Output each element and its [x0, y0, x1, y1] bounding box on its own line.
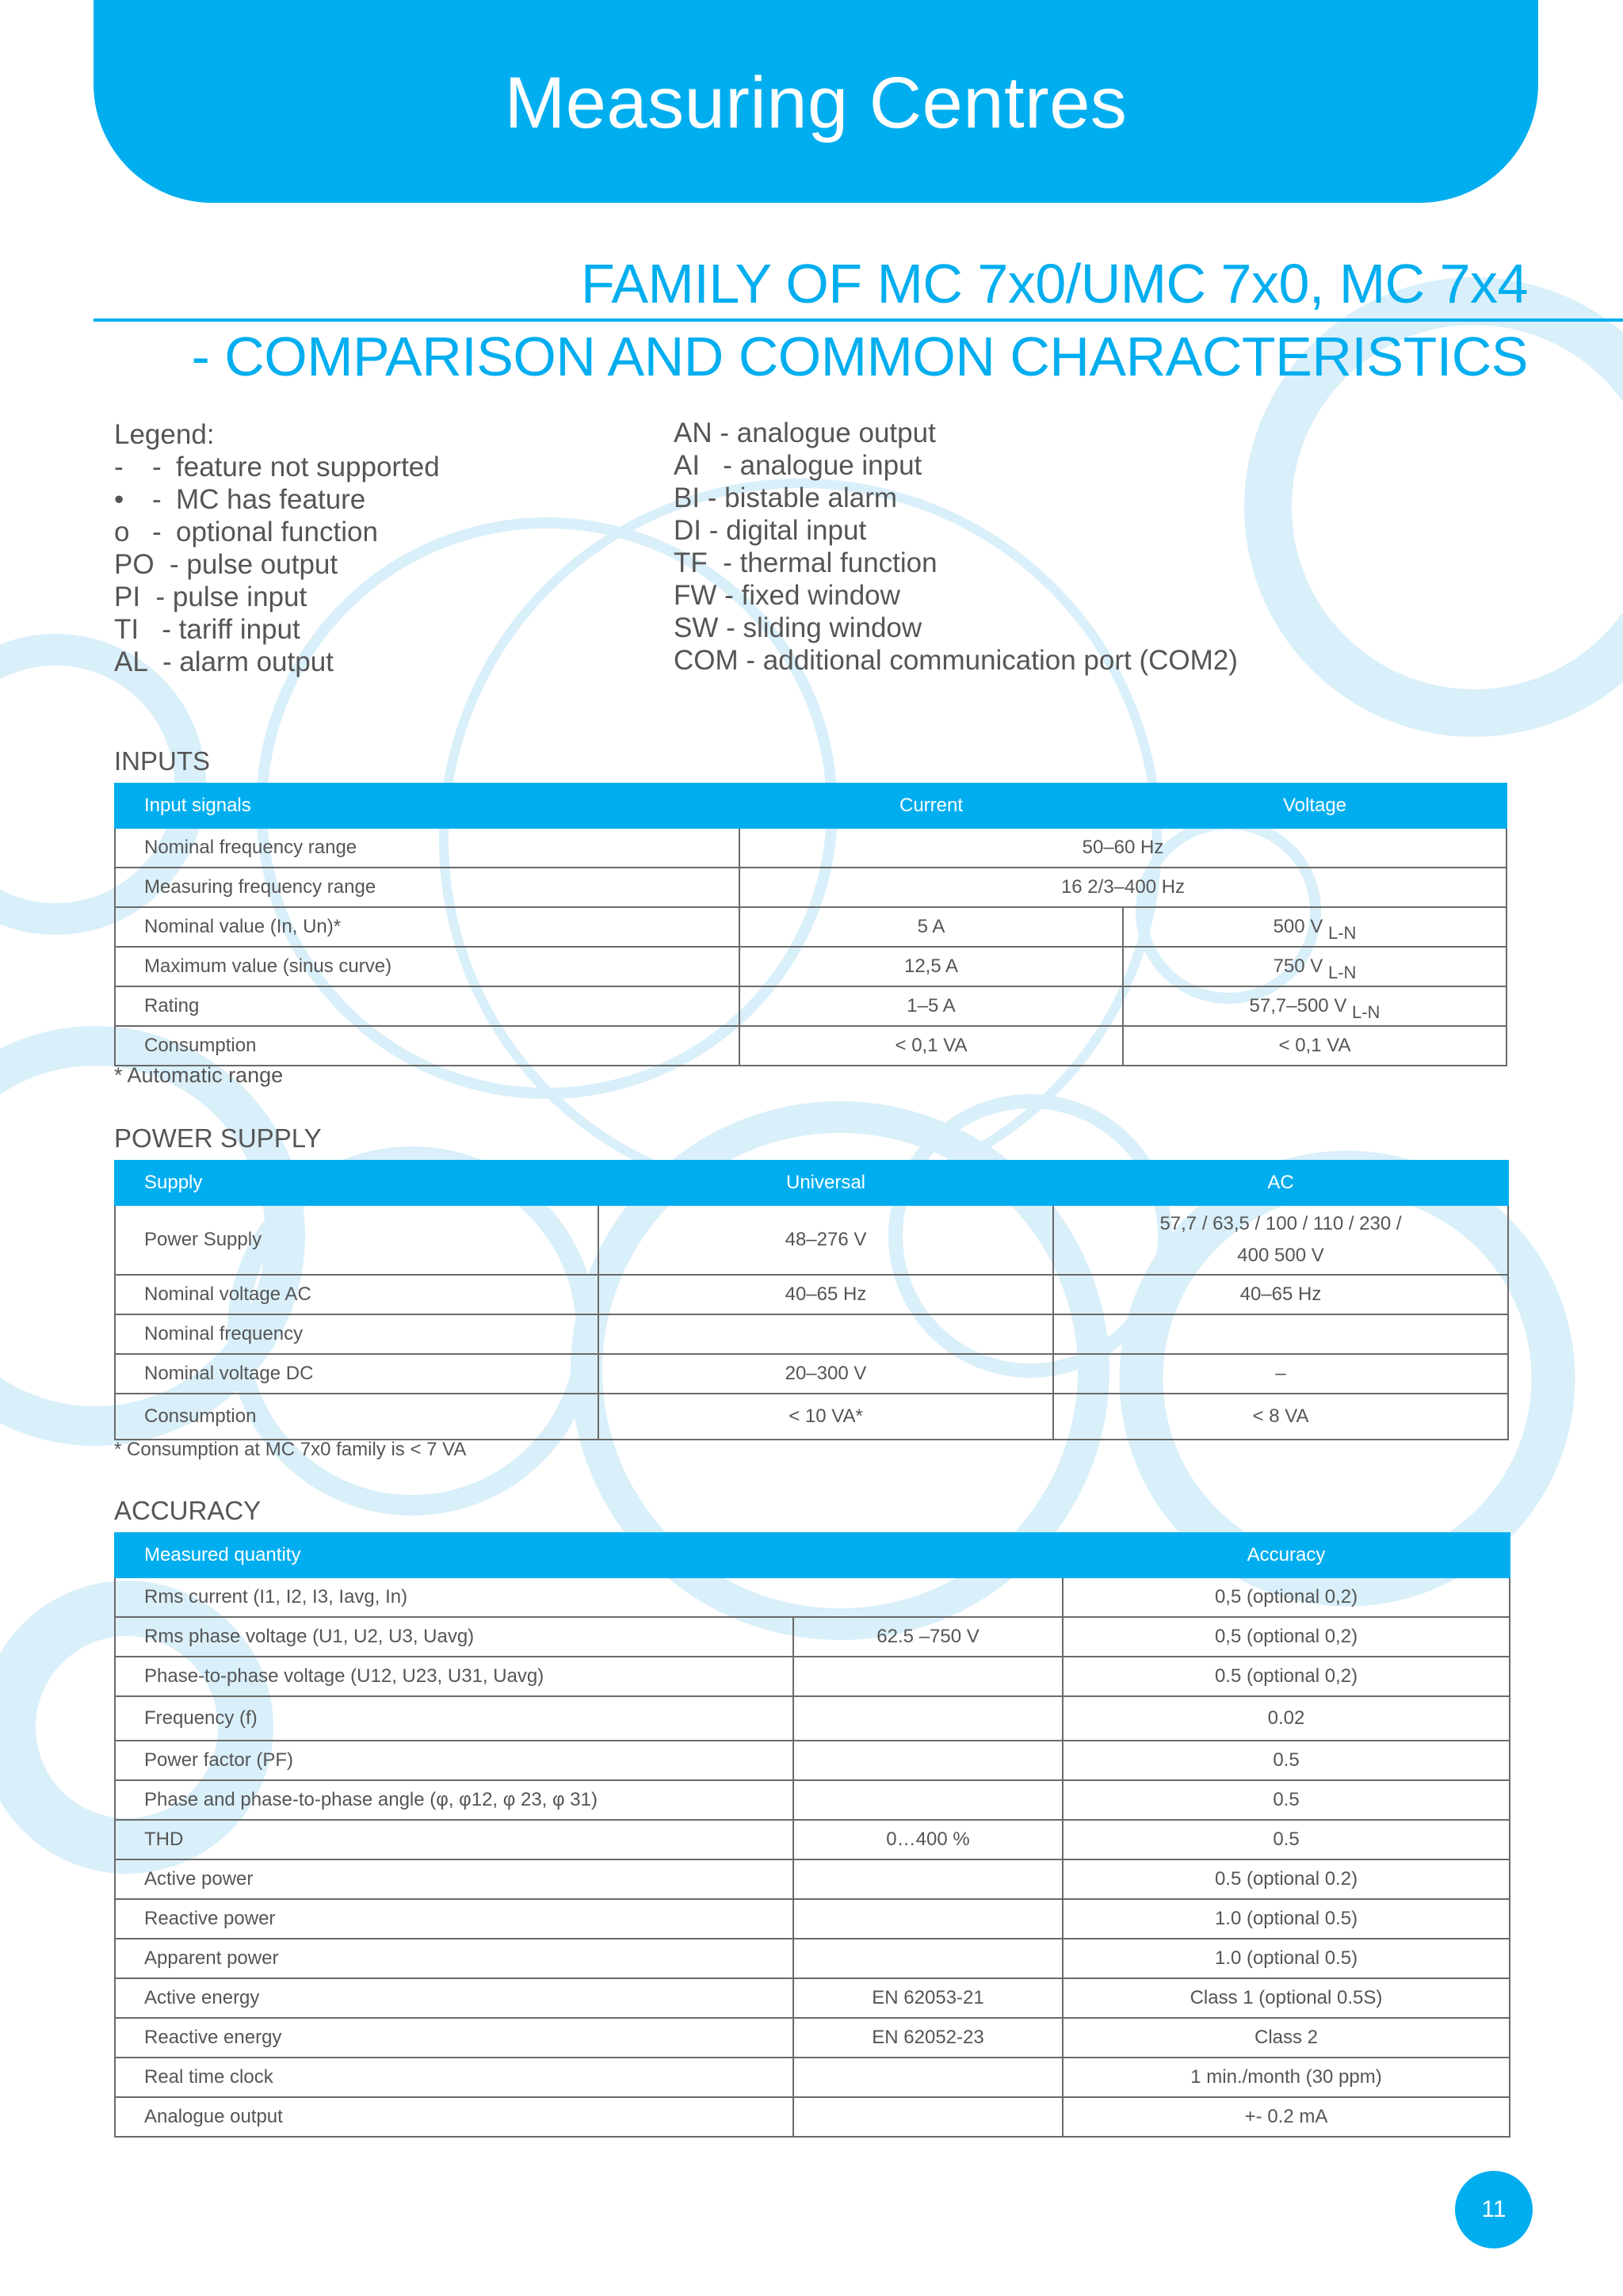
table-header-row — [115, 784, 1507, 828]
accuracy-value: 0,5 (optional 0,2) — [1063, 1577, 1510, 1617]
accuracy-value: Class 2 — [1063, 2018, 1510, 2058]
table-row — [115, 1617, 1510, 1657]
row-label: Nominal frequency range — [115, 828, 739, 868]
row-value: 16 2/3–400 Hz — [739, 868, 1507, 907]
table-row — [115, 1939, 1510, 1978]
accuracy-value: 0,5 (optional 0,2) — [1063, 1617, 1510, 1657]
universal-value: < 10 VA* — [598, 1394, 1053, 1440]
table-row — [115, 1205, 1508, 1275]
accuracy-value: +- 0.2 mA — [1063, 2097, 1510, 2137]
voltage-value: < 0,1 VA — [1123, 1026, 1507, 1066]
current-value: 12,5 A — [739, 947, 1123, 986]
row-label: Consumption — [115, 1026, 739, 1066]
page-number-badge: 11 — [1455, 2171, 1533, 2248]
ac-value: < 8 VA — [1053, 1394, 1508, 1440]
row-label: Apparent power — [115, 1939, 793, 1978]
table-row — [115, 828, 1507, 868]
range-value: EN 62053-21 — [793, 1978, 1063, 2018]
table-row — [115, 2097, 1510, 2137]
legend-abbr: TF - thermal function — [674, 547, 938, 578]
row-label: Maximum value (sinus curve) — [115, 947, 739, 986]
accuracy-value: 0.5 (optional 0,2) — [1063, 1657, 1510, 1696]
accuracy-value: 0.5 — [1063, 1820, 1510, 1859]
row-label: Reactive power — [115, 1899, 793, 1939]
table-row — [115, 1820, 1510, 1859]
ac-value-cell — [1053, 1205, 1508, 1275]
row-label: Consumption — [115, 1394, 598, 1440]
legend-abbr: FW - fixed window — [674, 580, 900, 611]
inputs-table — [114, 783, 1507, 1066]
legend-abbr: PI - pulse input — [114, 582, 307, 612]
header-band — [94, 0, 1538, 203]
ac-value-line2: 400 500 V — [1237, 1245, 1324, 1266]
legend-text: optional function — [176, 517, 378, 547]
legend-left-column — [114, 418, 440, 678]
legend-abbr: AL - alarm output — [114, 646, 334, 677]
row-label: Reactive energy — [115, 2018, 793, 2058]
ac-value — [1053, 1314, 1508, 1354]
inputs-title: INPUTS — [114, 746, 211, 776]
header-cell: Measured quantity — [115, 1533, 793, 1577]
voltage-cell — [1123, 947, 1507, 986]
voltage-value: 500 V — [1273, 916, 1323, 937]
table-row — [115, 1741, 1510, 1780]
legend-abbr: AI - analogue input — [674, 450, 922, 481]
table-row — [115, 1394, 1508, 1440]
table-row — [115, 1859, 1510, 1899]
power-supply-title: POWER SUPPLY — [114, 1123, 322, 1153]
accuracy-value: 0.02 — [1063, 1696, 1510, 1741]
legend-heading: Legend: — [114, 419, 215, 450]
table-header-row — [115, 1161, 1508, 1205]
table-row — [115, 1577, 1510, 1617]
table-row — [115, 868, 1507, 907]
legend-abbr: AN - analogue output — [674, 418, 936, 448]
accuracy-table — [114, 1532, 1510, 2138]
header-cell: Current — [739, 784, 1123, 828]
legend-abbr: SW - sliding window — [674, 612, 922, 643]
legend-symbol: o — [114, 517, 130, 547]
legend-abbr: TI - tariff input — [114, 614, 300, 645]
table-row — [115, 947, 1507, 986]
row-label: Rating — [115, 986, 739, 1026]
power-supply-footnote: * Consumption at MC 7x0 family is < 7 VA — [114, 1439, 467, 1460]
row-value: 50–60 Hz — [739, 828, 1507, 868]
range-value — [793, 1780, 1063, 1820]
section-subtitle-line2: - COMPARISON AND COMMON CHARACTERISTICS — [191, 326, 1528, 387]
legend-abbr: COM - additional communication port (COM2) — [674, 645, 1238, 676]
voltage-subscript: L-N — [1327, 963, 1357, 982]
range-value: 0…400 % — [793, 1820, 1063, 1859]
voltage-subscript: L-N — [1327, 923, 1357, 943]
row-label: Frequency (f) — [115, 1696, 793, 1741]
row-label: Active energy — [115, 1978, 793, 2018]
table-row — [115, 1978, 1510, 2018]
legend-item: o - optional function — [114, 517, 378, 547]
legend-symbol: • — [114, 484, 124, 515]
inputs-footnote: * Automatic range — [114, 1063, 284, 1087]
accuracy-value: 1.0 (optional 0.5) — [1063, 1899, 1510, 1939]
legend-item: • - MC has feature — [114, 484, 366, 515]
ac-value-line1: 57,7 / 63,5 / 100 / 110 / 230 / — [1159, 1213, 1402, 1234]
page-title: Measuring Centres — [504, 63, 1128, 143]
header-cell: Input signals — [115, 784, 739, 828]
table-row — [115, 2018, 1510, 2058]
range-value: EN 62052-23 — [793, 2018, 1063, 2058]
range-value — [793, 1657, 1063, 1696]
voltage-value: 750 V — [1273, 955, 1323, 977]
row-label: THD — [115, 1820, 793, 1859]
legend-item: - - feature not supported — [114, 452, 440, 482]
range-value — [793, 2097, 1063, 2137]
row-label: Phase-to-phase voltage (U12, U23, U31, Uavg) — [115, 1657, 793, 1696]
range-value — [793, 1859, 1063, 1899]
table-row — [115, 1780, 1510, 1820]
table-row — [115, 1899, 1510, 1939]
row-label: Active power — [115, 1859, 793, 1899]
row-label: Measuring frequency range — [115, 868, 739, 907]
table-header-row — [115, 1533, 1510, 1577]
accuracy-value: Class 1 (optional 0.5S) — [1063, 1978, 1510, 2018]
row-label: Nominal voltage AC — [115, 1275, 598, 1314]
table-row — [115, 1275, 1508, 1314]
range-value: 62.5 –750 V — [793, 1617, 1063, 1657]
table-row — [115, 1696, 1510, 1741]
range-value — [793, 1741, 1063, 1780]
accuracy-value: 0.5 (optional 0.2) — [1063, 1859, 1510, 1899]
universal-value: 20–300 V — [598, 1354, 1053, 1394]
ac-value: 40–65 Hz — [1053, 1275, 1508, 1314]
header-cell: Universal — [598, 1161, 1053, 1205]
row-label: Phase and phase-to-phase angle (φ, φ12, φ 23, φ 31) — [115, 1780, 793, 1820]
subtitle-divider — [94, 318, 1623, 322]
table-row — [115, 1354, 1508, 1394]
voltage-cell — [1123, 907, 1507, 947]
row-label: Nominal voltage DC — [115, 1354, 598, 1394]
accuracy-value: 0.5 — [1063, 1741, 1510, 1780]
voltage-value: 57,7–500 V — [1249, 995, 1347, 1016]
range-value — [793, 1899, 1063, 1939]
voltage-subscript: L-N — [1352, 1002, 1381, 1022]
table-row — [115, 1026, 1507, 1066]
ac-value: – — [1053, 1354, 1508, 1394]
header-cell — [793, 1533, 1063, 1577]
accuracy-value: 1.0 (optional 0.5) — [1063, 1939, 1510, 1978]
legend-abbr: PO - pulse output — [114, 549, 338, 580]
row-label: Rms current (I1, I2, I3, Iavg, In) — [115, 1577, 1063, 1617]
header-cell: Voltage — [1123, 784, 1507, 828]
range-value — [793, 1939, 1063, 1978]
table-row — [115, 1314, 1508, 1354]
row-label: Nominal value (In, Un)* — [115, 907, 739, 947]
universal-value — [598, 1314, 1053, 1354]
section-subtitle-line1: FAMILY OF MC 7x0/UMC 7x0, MC 7x4 — [580, 253, 1528, 315]
header-cell: Accuracy — [1063, 1533, 1510, 1577]
legend-abbr: BI - bistable alarm — [674, 482, 898, 513]
current-value: < 0,1 VA — [739, 1026, 1123, 1066]
row-label: Power Supply — [115, 1205, 598, 1275]
legend-text: feature not supported — [176, 452, 440, 482]
legend-text: MC has feature — [176, 484, 366, 515]
legend-abbr: DI - digital input — [674, 515, 867, 546]
header-cell: Supply — [115, 1161, 598, 1205]
range-value — [793, 1696, 1063, 1741]
universal-value: 48–276 V — [598, 1205, 1053, 1275]
accuracy-value: 1 min./month (30 ppm) — [1063, 2058, 1510, 2097]
universal-value: 40–65 Hz — [598, 1275, 1053, 1314]
row-label: Rms phase voltage (U1, U2, U3, Uavg) — [115, 1617, 793, 1657]
accuracy-value: 0.5 — [1063, 1780, 1510, 1820]
row-label: Power factor (PF) — [115, 1741, 793, 1780]
range-value — [793, 2058, 1063, 2097]
table-row — [115, 986, 1507, 1026]
legend-symbol: - — [114, 452, 124, 482]
row-label: Nominal frequency — [115, 1314, 598, 1354]
header-cell: AC — [1053, 1161, 1508, 1205]
row-label: Real time clock — [115, 2058, 793, 2097]
legend-right-column — [674, 417, 1238, 677]
table-row — [115, 1657, 1510, 1696]
current-value: 1–5 A — [739, 986, 1123, 1026]
voltage-cell — [1123, 986, 1507, 1026]
row-label: Analogue output — [115, 2097, 793, 2137]
table-row — [115, 907, 1507, 947]
current-value: 5 A — [739, 907, 1123, 947]
accuracy-title: ACCURACY — [114, 1496, 262, 1525]
power-supply-table — [114, 1160, 1509, 1440]
table-row — [115, 2058, 1510, 2097]
